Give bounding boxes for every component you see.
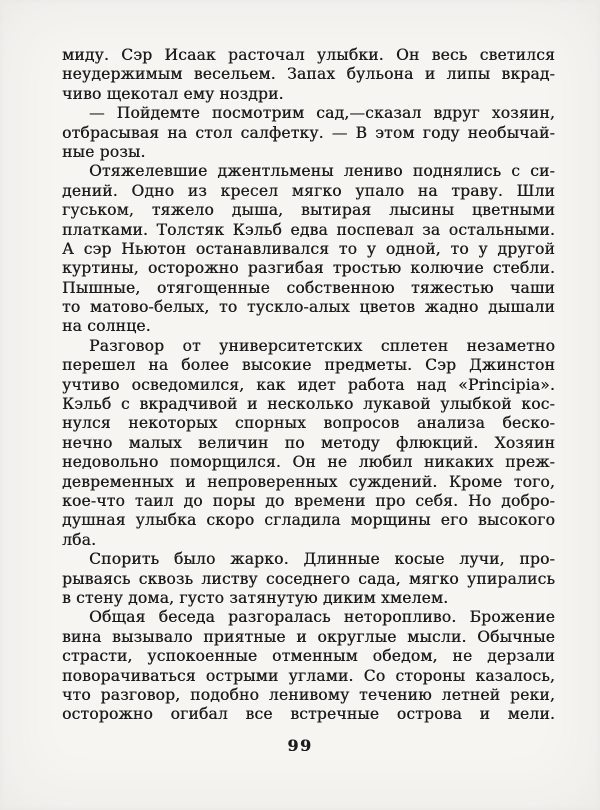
text-line: нулся некоторых спорных вопросов анализа беско- [62,414,555,433]
text-line: на солнце. [62,317,151,336]
paragraph [62,104,555,162]
text-line: миду. Сэр Исаак расточал улыбки. Он весь светился [62,46,555,64]
text-line: осторожно огибал все встречные острова и мели. [62,705,555,724]
text-line: нечно малых величин по методу флюкций. Хозяин [62,433,555,452]
text-line: куртины, осторожно разгибая тростью колючие стебли. [62,259,555,278]
text-line: А сэр Ньютон останавливался то у одной, то у другой [62,239,555,258]
text-line: неудержимым весельем. Запах бульона и липы вкрад- [62,65,555,84]
text-line: кое-что таил до поры до времени про себя. Но добро- [62,491,555,510]
paragraph [62,550,555,608]
text-line: чиво щекотал ему ноздри. [62,84,284,103]
page-number: 99 [287,736,313,755]
text-line: Пышные, отягощенные собственною тяжестью чаши [62,278,555,297]
text-line: гуськом, тяжело дыша, вытирая лысины цветными [62,201,555,220]
text-line: перешел на более высокие предметы. Сэр Джинстон [62,356,555,375]
text-line: страсти, успокоенные отменным обедом, не дерзали [62,647,555,666]
text-line: рываясь сквозь листву соседнего сада, мягко упирались [62,569,555,588]
text-line: то матово-белых, то тускло-алых цветов жадно дышали [62,298,555,317]
text-line: дений. Одно из кресел мягко упало на траву. Шли [62,181,555,200]
text-line: лба. [62,530,97,549]
text-line: душная улыбка скоро сгладила морщины его высокого [62,511,555,530]
page-text [62,46,555,725]
text-line: вина вызывало приятные и округлые мысли. Обычные [62,627,555,646]
text-line: Спорить было жарко. Длинные косые лучи, про- [89,550,555,569]
text-line: поворачиваться острыми углами. Со стороны казалось, [62,666,555,685]
text-line: Кэльб с вкрадчивой и несколько лукавой улыбкой кос- [62,395,555,414]
paragraph [62,46,555,104]
text-line: учтиво осведомился, как идет работа над «Principia». [62,375,555,394]
text-line: платками. Толстяк Кэльб едва поспевал за остальными. [62,220,555,239]
text-line: что разговор, подобно ленивому течению летней реки, [62,685,555,704]
text-line: девременных и непроверенных суждений. Кроме того, [62,472,555,491]
text-line: отбрасывая на стол салфетку. — В этом году необычай- [62,123,555,142]
text-line: Отяжелевшие джентльмены лениво поднялись с си- [89,162,555,181]
text-line: ные розы. [62,142,146,161]
text-line: недовольно поморщился. Он не любил никаких преж- [62,453,555,472]
text-line: — Пойдемте посмотрим сад,—сказал вдруг хозяин, [89,104,555,123]
text-line: Общая беседа разгоралась неторопливо. Брожение [89,608,555,627]
text-line: в стену дома, густо затянутую диким хмелем. [62,588,449,607]
paragraph [62,162,555,337]
paragraph [62,337,555,550]
paragraph [62,608,555,724]
text-line: Разговор от университетских сплетен незаметно [89,336,555,355]
